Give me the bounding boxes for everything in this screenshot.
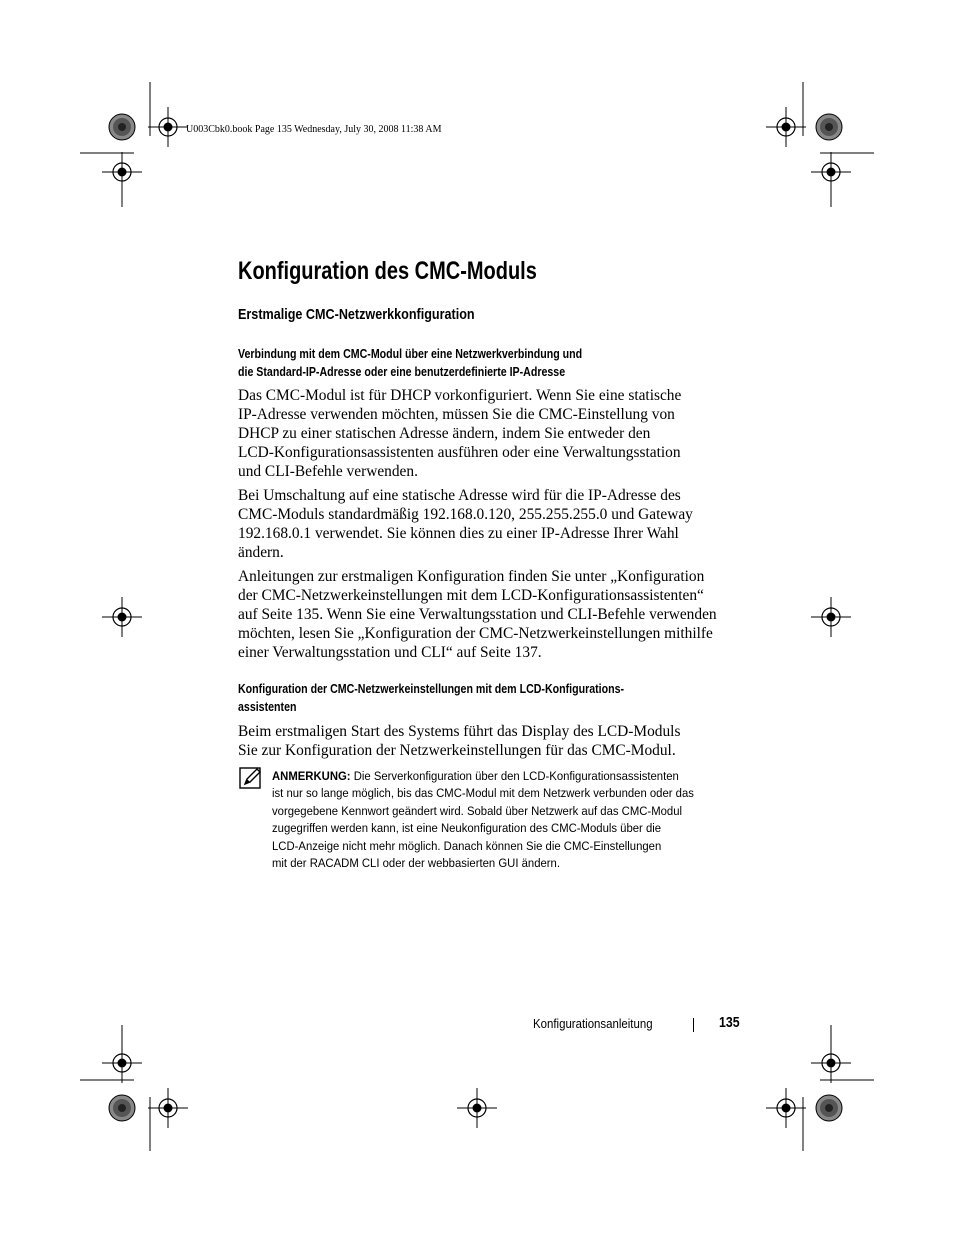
text-line: LCD-Konfigurationsassistenten ausführen oder eine Verwaltungsstation bbox=[238, 444, 681, 461]
body-paragraph bbox=[238, 386, 758, 481]
text-line: IP-Adresse verwenden möchten, müssen Sie die CMC-Einstellung von bbox=[238, 406, 675, 423]
body-paragraph bbox=[238, 722, 758, 760]
subsection-heading bbox=[238, 680, 692, 716]
note-line: ist nur so lange möglich, bis das CMC-Modul mit dem Netzwerk verbunden oder das bbox=[272, 786, 694, 801]
text-line: DHCP zu einer statischen Adresse ändern, indem Sie entweder den bbox=[238, 425, 651, 442]
note-block bbox=[272, 768, 742, 872]
book-header: U003Cbk0.book Page 135 Wednesday, July 30, 2008 11:38 AM bbox=[186, 124, 442, 135]
text-line: möchten, lesen Sie „Konfiguration der CMC-Netzwerkeinstellungen mithilfe bbox=[238, 625, 713, 642]
body-paragraph bbox=[238, 567, 758, 662]
subsection-heading-line: Verbindung mit dem CMC-Modul über eine Netzwerkverbindung und bbox=[238, 347, 583, 361]
subsection-heading-line: die Standard-IP-Adresse oder eine benutzerdefinierte IP-Adresse bbox=[238, 365, 566, 379]
text-line: einer Verwaltungsstation und CLI“ auf Seite 137. bbox=[238, 644, 542, 661]
subsection-heading-line: Konfiguration der CMC-Netzwerkeinstellungen mit dem LCD-Konfigurations- bbox=[238, 682, 625, 696]
section-title bbox=[238, 306, 520, 324]
chapter-title bbox=[238, 256, 612, 286]
text-line: Das CMC-Modul ist für DHCP vorkonfiguriert. Wenn Sie eine statische bbox=[238, 387, 682, 404]
footer-section-name bbox=[533, 1016, 669, 1032]
text-line: und CLI-Befehle verwenden. bbox=[238, 463, 418, 480]
text-line: Beim erstmaligen Start des Systems führt das Display des LCD-Moduls bbox=[238, 723, 681, 740]
text-line: auf Seite 135. Wenn Sie eine Verwaltungsstation und CLI-Befehle verwenden bbox=[238, 606, 717, 623]
text-line: CMC-Moduls standardmäßig 192.168.0.120, 255.255.255.0 und Gateway bbox=[238, 506, 693, 523]
note-line: LCD-Anzeige nicht mehr möglich. Danach können Sie die CMC-Einstellungen bbox=[272, 838, 662, 853]
page-number-text: 135 bbox=[719, 1015, 740, 1031]
chapter-title-text: Konfiguration des CMC-Moduls bbox=[238, 257, 537, 285]
page-number bbox=[719, 1015, 743, 1032]
subsection-heading bbox=[238, 345, 643, 381]
text-line: Bei Umschaltung auf eine statische Adresse wird für die IP-Adresse des bbox=[238, 487, 681, 504]
text-line: der CMC-Netzwerkeinstellungen mit dem LCD-Konfigurationsassistenten“ bbox=[238, 587, 704, 604]
text-line: ändern. bbox=[238, 544, 284, 561]
footer-divider bbox=[693, 1018, 694, 1032]
pencil-note-icon bbox=[239, 767, 263, 789]
note-label: ANMERKUNG: bbox=[272, 769, 351, 783]
note-first-line bbox=[272, 768, 704, 785]
subsection-heading-line: assistenten bbox=[238, 700, 297, 714]
body-paragraph bbox=[238, 486, 758, 562]
note-text: Die Serverkonfiguration über den LCD-Konfigurationsassistenten bbox=[350, 769, 679, 783]
note-line: vorgegebene Kennwort geändert wird. Sobald über Netzwerk auf das CMC-Modul bbox=[272, 803, 683, 818]
text-line: Anleitungen zur erstmaligen Konfiguration finden Sie unter „Konfiguration bbox=[238, 568, 705, 585]
section-title-text: Erstmalige CMC-Netzwerkkonfiguration bbox=[238, 306, 475, 323]
note-line: zugegriffen werden kann, ist eine Neukonfiguration des CMC-Moduls über die bbox=[272, 821, 662, 836]
footer-section-text: Konfigurationsanleitung bbox=[533, 1016, 653, 1031]
text-line: 192.168.0.1 verwendet. Sie können dies zu einer IP-Adresse Ihrer Wahl bbox=[238, 525, 679, 542]
note-line: mit der RACADM CLI oder der webbasierten GUI ändern. bbox=[272, 856, 560, 871]
text-line: Sie zur Konfiguration der Netzwerkeinstellungen für das CMC-Modul. bbox=[238, 742, 676, 759]
